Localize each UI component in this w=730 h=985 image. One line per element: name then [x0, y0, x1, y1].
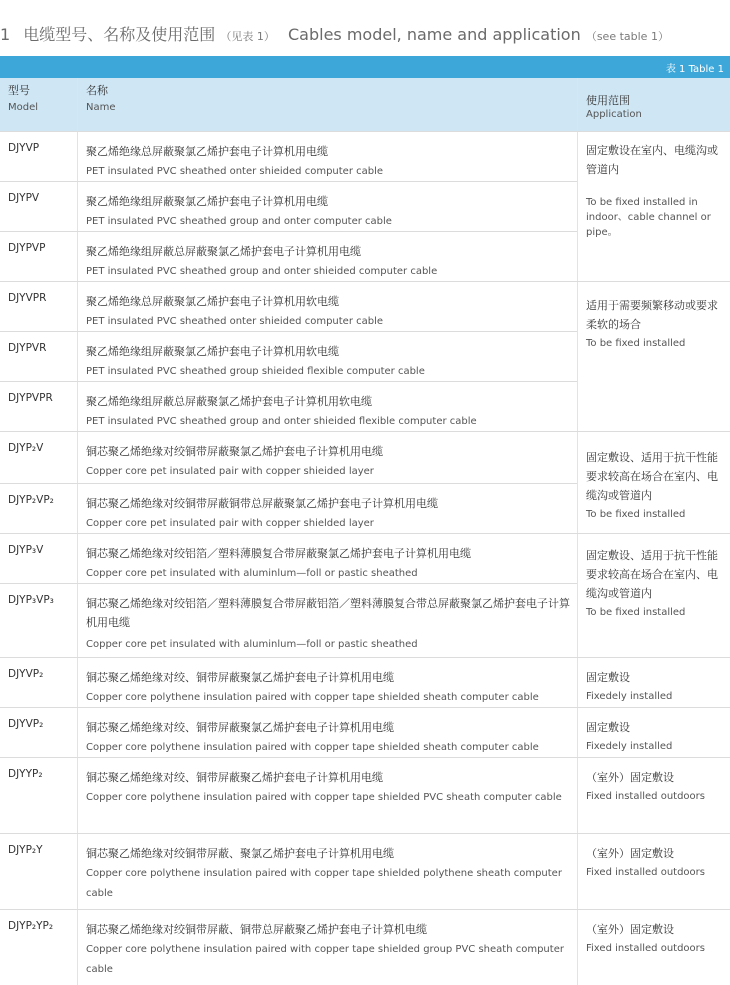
table-row	[0, 132, 577, 182]
cable-name-en: Copper core pet insulated pair with copper shieided layer	[86, 466, 374, 477]
row-divider	[0, 833, 730, 834]
table-row	[0, 584, 577, 658]
cable-model: DJYVPR	[8, 292, 47, 304]
section-note-cn: （见表 1）	[220, 30, 275, 43]
application-cell	[586, 668, 728, 704]
application-cell	[586, 141, 728, 240]
row-divider	[0, 909, 730, 910]
cable-model: DJYP₂VP₂	[8, 494, 54, 506]
application-cn: 固定敷设	[586, 671, 630, 684]
application-cn: 固定敷设在室内、电缆沟或管道内	[586, 144, 718, 176]
row-divider	[0, 331, 577, 332]
table-row	[0, 382, 577, 432]
section-heading	[0, 22, 669, 45]
cable-name-en: Copper core polythene insulation paired with copper tape shielded sheath computer cable	[86, 692, 539, 703]
cable-model: DJYPVR	[8, 342, 47, 354]
section-number: 1	[0, 25, 11, 44]
header-name-en: Name	[86, 102, 116, 113]
application-cell	[586, 920, 728, 956]
cable-model: DJYVP	[8, 142, 40, 154]
application-cn: （室外）固定敷设	[586, 923, 674, 936]
table-label: 表 1 Table 1	[665, 64, 724, 75]
cable-model: DJYYP₂	[8, 768, 43, 780]
row-divider	[0, 757, 730, 758]
application-en: To be fixed installed	[586, 607, 686, 618]
table-row	[0, 332, 577, 382]
cable-name-cn: 聚乙烯绝缘组屏蔽聚氯乙烯护套电子计算机用电缆	[86, 195, 328, 208]
column-divider	[577, 78, 578, 985]
cable-name-en: PET insulated PVC sheathed group shieided flexible computer cable	[86, 366, 425, 377]
row-divider	[0, 381, 577, 382]
cable-model: DJYPVPR	[8, 392, 53, 404]
cable-name-en: Copper core polythene insulation paired with copper tape shielded polythene sheath computer cable	[86, 868, 562, 899]
application-cell	[586, 844, 728, 880]
header-model-cn: 型号	[8, 84, 30, 97]
row-divider	[0, 533, 730, 534]
table-caption-bar	[0, 56, 730, 78]
cable-name-cn: 聚乙烯绝缘组屏蔽总屏蔽聚氯乙烯护套电子计算机用电缆	[86, 245, 361, 258]
cable-name-en: Copper core pet insulated with aluminlum—foll or pastic sheathed	[86, 568, 418, 579]
cable-name-cn: 聚乙烯绝缘组屏蔽总屏蔽聚氯乙烯护套电子计算机用软电缆	[86, 395, 372, 408]
application-cn: 固定敷设、适用于抗干性能要求较高在场合在室内、电缆沟或管道内	[586, 549, 718, 600]
cable-name-cn: 铜芯聚乙烯绝缘对绞铜带屏蔽、聚氯乙烯护套电子计算机用电缆	[86, 847, 394, 860]
application-cell	[586, 718, 728, 754]
cable-name-cn: 铜芯聚乙烯绝缘对绞铝箔／塑料薄膜复合带屏蔽聚氯乙烯护套电子计算机用电缆	[86, 547, 471, 560]
cable-name-cn: 聚乙烯绝缘总屏蔽聚氯乙烯护套电子计算机用软电缆	[86, 295, 339, 308]
cable-model: DJYP₃VP₃	[8, 594, 54, 606]
application-cn: 固定敷设、适用于抗干性能要求较高在场合在室内、电缆沟或管道内	[586, 451, 718, 502]
header-app-en: Application	[586, 109, 642, 120]
table-row	[0, 282, 577, 332]
header-name-cn: 名称	[86, 84, 108, 97]
cable-name-en: Copper core pet insulated pair with copper shielded layer	[86, 518, 374, 529]
application-en: Fixed installed outdoors	[586, 867, 705, 878]
section-note-en: （see table 1）	[585, 30, 669, 43]
row-divider	[0, 707, 730, 708]
cable-name-en: Copper core polythene insulation paired with copper tape shielded PVC sheath computer cable	[86, 792, 562, 803]
cable-name-cn: 铜芯聚乙烯绝缘对绞、铜带屏蔽聚氯乙烯护套电子计算机用电缆	[86, 671, 394, 684]
application-en: To be fixed installed in indoor、cable channel or pipe。	[586, 197, 711, 238]
application-en: Fixed installed outdoors	[586, 943, 705, 954]
table-row	[0, 758, 577, 834]
cable-name-en: Copper core polythene insulation paired with copper tape shielded group PVC sheath computer cable	[86, 944, 564, 975]
application-en: Fixed installed outdoors	[586, 791, 705, 802]
application-cn: （室外）固定敷设	[586, 771, 674, 784]
application-cn: 适用于需要频繁移动或要求柔软的场合	[586, 299, 718, 331]
cable-model: DJYPVP	[8, 242, 46, 254]
cable-name-en: PET insulated PVC sheathed group and onter shieided computer cable	[86, 266, 438, 277]
cable-model: DJYPV	[8, 192, 40, 204]
cable-name-cn: 铜芯聚乙烯绝缘对绞铜带屏蔽、铜带总屏蔽聚乙烯护套电子计算机电缆	[86, 923, 427, 936]
row-divider	[0, 431, 730, 432]
cable-model: DJYP₂V	[8, 442, 44, 454]
row-divider	[0, 281, 730, 282]
cable-model: DJYVP₂	[8, 718, 44, 730]
table-row	[0, 484, 577, 534]
application-en: To be fixed installed	[586, 509, 686, 520]
cable-name-en: Copper core pet insulated with aluminlum—foll or pastic sheathed	[86, 639, 418, 650]
header-application	[586, 94, 642, 122]
table-row	[0, 534, 577, 584]
table-row	[0, 834, 577, 910]
application-cn: 固定敷设	[586, 721, 630, 734]
row-divider	[0, 583, 577, 584]
cable-name-cn: 铜芯聚乙烯绝缘对绞、铜带屏蔽聚氯乙烯护套电子计算机用电缆	[86, 721, 394, 734]
cable-model: DJYP₂Y	[8, 844, 43, 856]
cable-name-cn: 铜芯聚乙烯绝缘对绞铜带屏蔽铜带总屏蔽聚氯乙烯护套电子计算机用电缆	[86, 497, 438, 510]
table-row	[0, 910, 577, 985]
application-cell	[586, 296, 728, 351]
row-divider	[0, 657, 730, 658]
application-en: To be fixed installed	[586, 338, 686, 349]
application-cell	[586, 448, 728, 522]
table-row	[0, 232, 577, 282]
cable-name-cn: 铜芯聚乙烯绝缘对绞、铜带屏蔽聚乙烯护套电子计算机用电缆	[86, 771, 383, 784]
cable-name-en: PET insulated PVC sheathed onter shieided computer cable	[86, 316, 384, 327]
table-row	[0, 708, 577, 758]
header-app-cn: 使用范围	[586, 94, 630, 107]
section-title-cn: 电缆型号、名称及使用范围	[23, 25, 216, 44]
application-en: Fixedely installed	[586, 691, 673, 702]
cable-name-en: Copper core polythene insulation paired with copper tape shielded sheath computer cable	[86, 742, 539, 753]
row-divider	[0, 483, 577, 484]
cable-name-cn: 铜芯聚乙烯绝缘对绞铜带屏蔽聚氯乙烯护套电子计算机用电缆	[86, 445, 383, 458]
cable-model: DJYVP₂	[8, 668, 44, 680]
table-row	[0, 182, 577, 232]
application-en: Fixedely installed	[586, 741, 673, 752]
row-divider	[0, 131, 730, 132]
section-title-en: Cables model, name and application	[287, 25, 581, 44]
application-cn: （室外）固定敷设	[586, 847, 674, 860]
cable-name-cn: 聚乙烯绝缘总屏蔽聚氯乙烯护套电子计算机用电缆	[86, 145, 328, 158]
cable-name-cn: 铜芯聚乙烯绝缘对绞铝箔／塑料薄膜复合带屏蔽铝箔／塑料薄膜复合带总屏蔽聚氯乙烯护套电子计算机用电缆	[86, 597, 570, 629]
application-cell	[586, 546, 728, 620]
cable-name-en: PET insulated PVC sheathed onter shieided computer cable	[86, 166, 384, 177]
row-divider	[0, 231, 577, 232]
table-header	[0, 78, 730, 132]
cable-name-en: PET insulated PVC sheathed group and onter computer cable	[86, 216, 392, 227]
header-name	[86, 84, 116, 115]
application-cell	[586, 768, 728, 804]
cable-model: DJYP₃V	[8, 544, 44, 556]
cable-name-cn: 聚乙烯绝缘组屏蔽聚氯乙烯护套电子计算机用软电缆	[86, 345, 339, 358]
header-model	[8, 84, 38, 115]
table-row	[0, 432, 577, 484]
table-row	[0, 658, 577, 708]
cable-name-en: PET insulated PVC sheathed group and onter shieided flexible computer cable	[86, 416, 477, 427]
row-divider	[0, 181, 577, 182]
header-model-en: Model	[8, 102, 39, 113]
cable-model: DJYP₂YP₂	[8, 920, 54, 932]
